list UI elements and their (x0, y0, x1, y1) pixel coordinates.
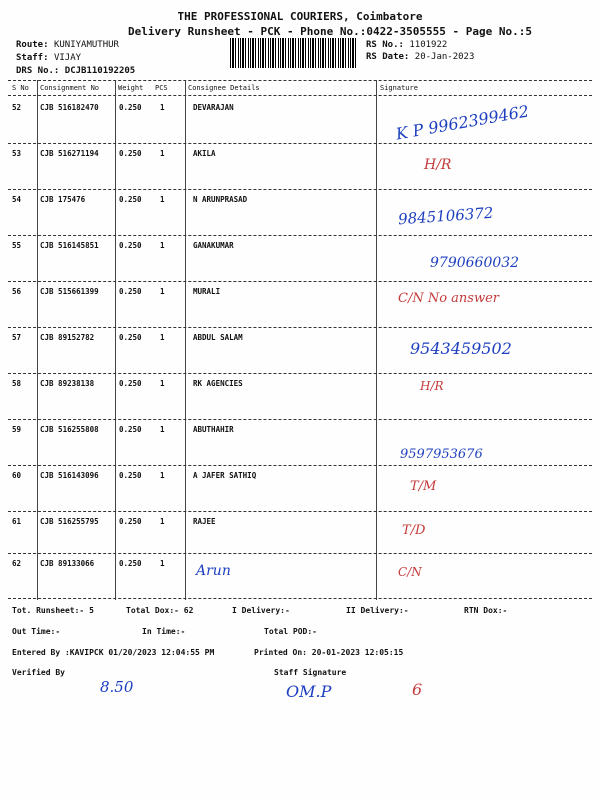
row-consignment: CJB 89152782 (40, 333, 95, 342)
row-pcs: 1 (160, 559, 165, 568)
row-weight: 0.250 (119, 195, 142, 204)
row-sno: 56 (12, 287, 22, 296)
row-weight: 0.250 (119, 425, 142, 434)
row-pcs: 1 (160, 149, 165, 158)
row-consignment: CJB 175476 (40, 195, 86, 204)
row-weight: 0.250 (119, 241, 142, 250)
row-weight: 0.250 (119, 333, 142, 342)
runsheet-title: Delivery Runsheet - PCK - Phone No.:0422-3505555 - Page No.:5 (128, 25, 532, 38)
row-consignment: CJB 516255808 (40, 425, 99, 434)
i-delivery: I Delivery:- (232, 606, 290, 615)
row-consignee: N ARUNPRASAD (193, 195, 248, 204)
row-weight: 0.250 (119, 287, 142, 296)
row-sno: 55 (12, 241, 22, 250)
total-dox: Total Dox:- 62 (126, 606, 194, 615)
table-row (0, 327, 600, 373)
row-weight: 0.250 (119, 149, 142, 158)
printed-on: Printed On: 20-01-2023 12:05:15 (254, 648, 404, 657)
row-pcs: 1 (160, 287, 165, 296)
row-consignment: CJB 89133066 (40, 559, 95, 568)
entered-by: Entered By :KAVIPCK 01/20/2023 12:04:55 PM (12, 648, 215, 657)
drs-line: DRS No.: DCJB110192205 (16, 66, 136, 76)
col-header-weight: Weight (118, 84, 144, 92)
rs-date: RS Date: 20-Jan-2023 (366, 52, 475, 62)
tot-runsheet: Tot. Runsheet:- 5 (12, 606, 94, 615)
in-time: In Time:- (142, 627, 186, 636)
row-signature: 9845106372 (397, 203, 494, 229)
row-pcs: 1 (160, 241, 165, 250)
col-header-pcs: PCS (155, 84, 168, 92)
table-row (0, 235, 600, 281)
row-signature: C/N No answer (398, 291, 499, 306)
row-sno: 58 (12, 379, 22, 388)
table-row (0, 419, 600, 465)
row-consignment: CJB 89238138 (40, 379, 95, 388)
row-pcs: 1 (160, 379, 165, 388)
row-consignee: GANAKUMAR (193, 241, 234, 250)
staff-signature: OM.P (286, 682, 332, 701)
row-consignment: CJB 516145851 (40, 241, 99, 250)
table-top-rule (8, 80, 592, 81)
table-row (0, 281, 600, 327)
row-weight: 0.250 (119, 559, 142, 568)
col-header-consignee: Consignee Details (188, 84, 260, 92)
row-signature: T/D (402, 523, 426, 538)
count-mark: 6 (412, 680, 423, 699)
row-signature: H/R (424, 157, 452, 173)
row-signature: C/N (398, 565, 422, 579)
row-pcs: 1 (160, 425, 165, 434)
row-consignment: CJB 516143096 (40, 471, 99, 480)
row-pcs: 1 (160, 195, 165, 204)
col-header-sno: S No (12, 84, 29, 92)
row-sno: 61 (12, 517, 22, 526)
rtn-dox: RTN Dox:- (464, 606, 508, 615)
table-header-rule (8, 95, 592, 96)
row-sno: 52 (12, 103, 22, 112)
table-row (0, 373, 600, 419)
row-consignee: MURALI (193, 287, 221, 296)
row-sno: 62 (12, 559, 22, 568)
staff-line: Staff: VIJAY (16, 53, 82, 63)
row-signature: H/R (420, 379, 444, 393)
row-sno: 59 (12, 425, 22, 434)
row-consignee: RAJEE (193, 517, 216, 526)
out-time: Out Time:- (12, 627, 61, 636)
row-weight: 0.250 (119, 103, 142, 112)
row-consignment: CJB 516271194 (40, 149, 99, 158)
row-signature: T/M (410, 479, 437, 494)
col-header-consignment: Consignment No (40, 84, 100, 92)
row-consignment: CJB 515661399 (40, 287, 99, 296)
row-pcs: 1 (160, 517, 165, 526)
row-pcs: 1 (160, 333, 165, 342)
row-pcs: 1 (160, 103, 165, 112)
row-signature: 9790660032 (430, 255, 520, 271)
verified-signature: 8.50 (100, 678, 134, 696)
table-row (0, 97, 600, 143)
table-row (0, 465, 600, 511)
staff-signature-label: Staff Signature (274, 668, 347, 677)
row-consignee: ABUTHAHIR (193, 425, 234, 434)
row-consignee: RK AGENCIES (193, 379, 243, 388)
table-row (0, 189, 600, 235)
row-signature: 9543459502 (410, 339, 512, 358)
route-line: Route: KUNIYAMUTHUR (16, 40, 119, 50)
total-pod: Total POD:- (264, 627, 317, 636)
verified-by-label: Verified By (12, 668, 65, 677)
row-consignee-handwritten: Arun (196, 563, 231, 579)
row-weight: 0.250 (119, 471, 142, 480)
company-title: THE PROFESSIONAL COURIERS, Coimbatore (177, 10, 423, 23)
row-sno: 54 (12, 195, 22, 204)
row-weight: 0.250 (119, 379, 142, 388)
table-row (0, 511, 600, 557)
row-signature: K P 9962399462 (394, 101, 531, 144)
row-consignee: AKILA (193, 149, 216, 158)
table-row (0, 143, 600, 189)
row-consignment: CJB 516182470 (40, 103, 99, 112)
table-bottom-rule (8, 598, 592, 599)
ii-delivery: II Delivery:- (346, 606, 409, 615)
rs-number: RS No.: 1101922 (366, 40, 448, 50)
row-signature: 9597953676 (400, 447, 483, 462)
row-weight: 0.250 (119, 517, 142, 526)
barcode-image (230, 38, 356, 68)
col-header-signature: Signature (380, 84, 418, 92)
table-row (0, 553, 600, 599)
row-sno: 60 (12, 471, 22, 480)
row-consignee: DEVARAJAN (193, 103, 234, 112)
row-sno: 53 (12, 149, 22, 158)
row-consignee: ABDUL SALAM (193, 333, 243, 342)
row-consignee: A JAFER SATHIQ (193, 471, 257, 480)
row-pcs: 1 (160, 471, 165, 480)
row-sno: 57 (12, 333, 22, 342)
row-consignment: CJB 516255795 (40, 517, 99, 526)
